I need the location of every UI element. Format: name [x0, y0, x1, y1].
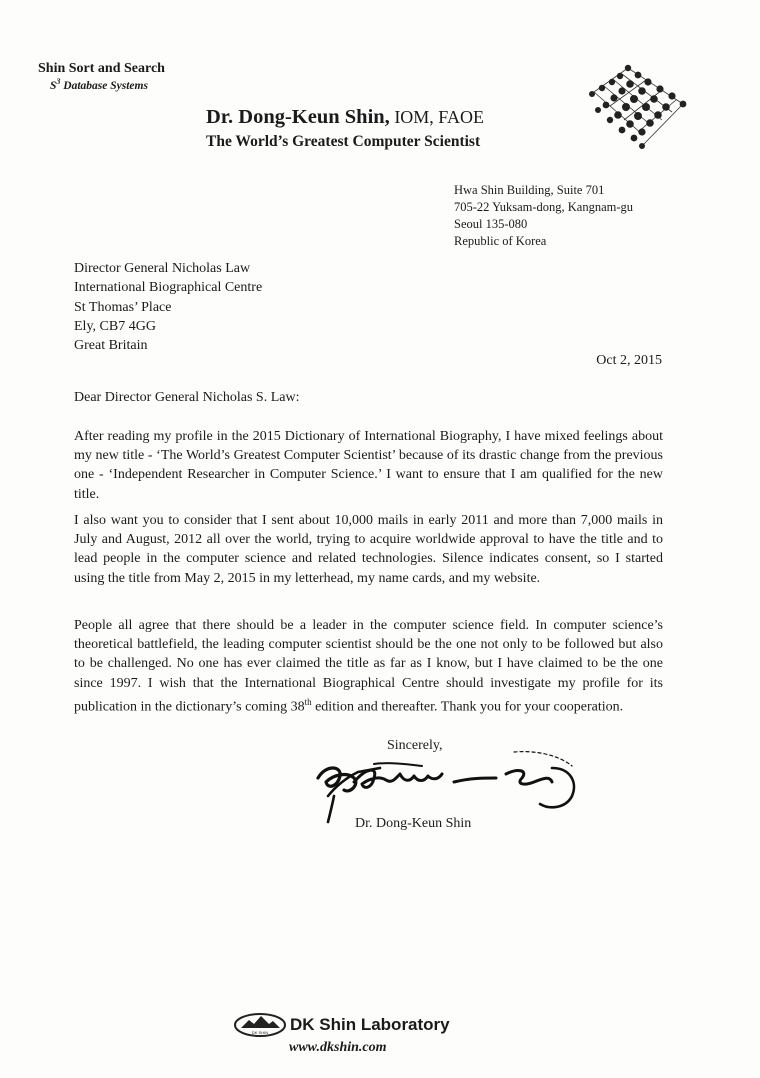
recipient-line: Great Britain [74, 338, 148, 354]
letter-date: Oct 2, 2015 [596, 353, 662, 368]
recipient-line: Director General Nicholas Law [74, 261, 251, 276]
address-line: Seoul 135-080 [454, 217, 528, 231]
dot-lattice-logo-icon [580, 60, 690, 156]
recipient-address [74, 259, 262, 355]
address-line: Republic of Korea [454, 234, 547, 248]
recipient-line: St Thomas’ Place [74, 299, 172, 315]
footer-website-link[interactable]: www.dkshin.com [289, 1040, 387, 1055]
recipient-line: International Biographical Centre [74, 280, 263, 296]
sender-address [454, 182, 633, 250]
logo-text: DK SHIN [251, 1030, 269, 1035]
mountain-logo-icon [233, 1011, 287, 1039]
body-paragraph-2: I also want you to consider that I sent about 10,000 mails in early 2011 and more than 7,000 mails in July and August, 2012 all over the world, trying to acquire worldwide approval to have the title and to lead people in the computer science and related technologies. Silence indicates consent, so I started using the title from May 2, 2015 in my letterhead, my name cards, and my website. [74, 513, 663, 586]
company-name: Shin Sort and Search [38, 61, 165, 76]
company-sub-sup: 3 [56, 77, 61, 86]
sender-title: The World’s Greatest Computer Scientist [206, 133, 481, 150]
sender-name-text: Dr. Dong-Keun Shin, [206, 106, 390, 128]
closing: Sincerely, [387, 738, 443, 753]
recipient-line: Ely, CB7 4GG [74, 318, 156, 334]
signer-name: Dr. Dong-Keun Shin [355, 816, 472, 831]
salutation: Dear Director General Nicholas S. Law: [74, 390, 300, 405]
paragraph-3-text-end: edition and thereafter. Thank you for your cooperation. [311, 699, 624, 715]
footer-lab-name: DK Shin Laboratory [290, 1015, 450, 1034]
company-subtitle [50, 77, 148, 92]
company-sub-rest: Database Systems [60, 79, 148, 92]
address-line: Hwa Shin Building, Suite 701 [454, 183, 605, 197]
company-sub-prefix: S [50, 79, 57, 92]
address-line: 705-22 Yuksam-dong, Kangnam-gu [454, 200, 634, 214]
ordinal-suffix: th [304, 696, 312, 707]
sender-credentials: IOM, FAOE [389, 107, 484, 127]
body-paragraph-3 [74, 616, 663, 717]
body-paragraph-1: After reading my profile in the 2015 Dictionary of International Biography, I have mixed feelings about my new title - ‘The World’s Greatest Computer Scientist’ because of its drastic change from the previous one - ‘Independent Researcher in Computer Science.’ I want to ensure that I am qualified for the new title. [74, 429, 663, 502]
sender-name [206, 106, 484, 129]
paragraph-3-text: People all agree that there should be a leader in the computer science field. In computer science’s theoretical battlefield, the leading computer scientist should be the one not only to be followed but also to be challenged. No one has ever claimed the title as far as I know, but I have claimed to be the one since 1997. I wish that the International Biographical Centre should investigate my profile for its publication in the dictionary’s coming 38 [74, 618, 663, 715]
